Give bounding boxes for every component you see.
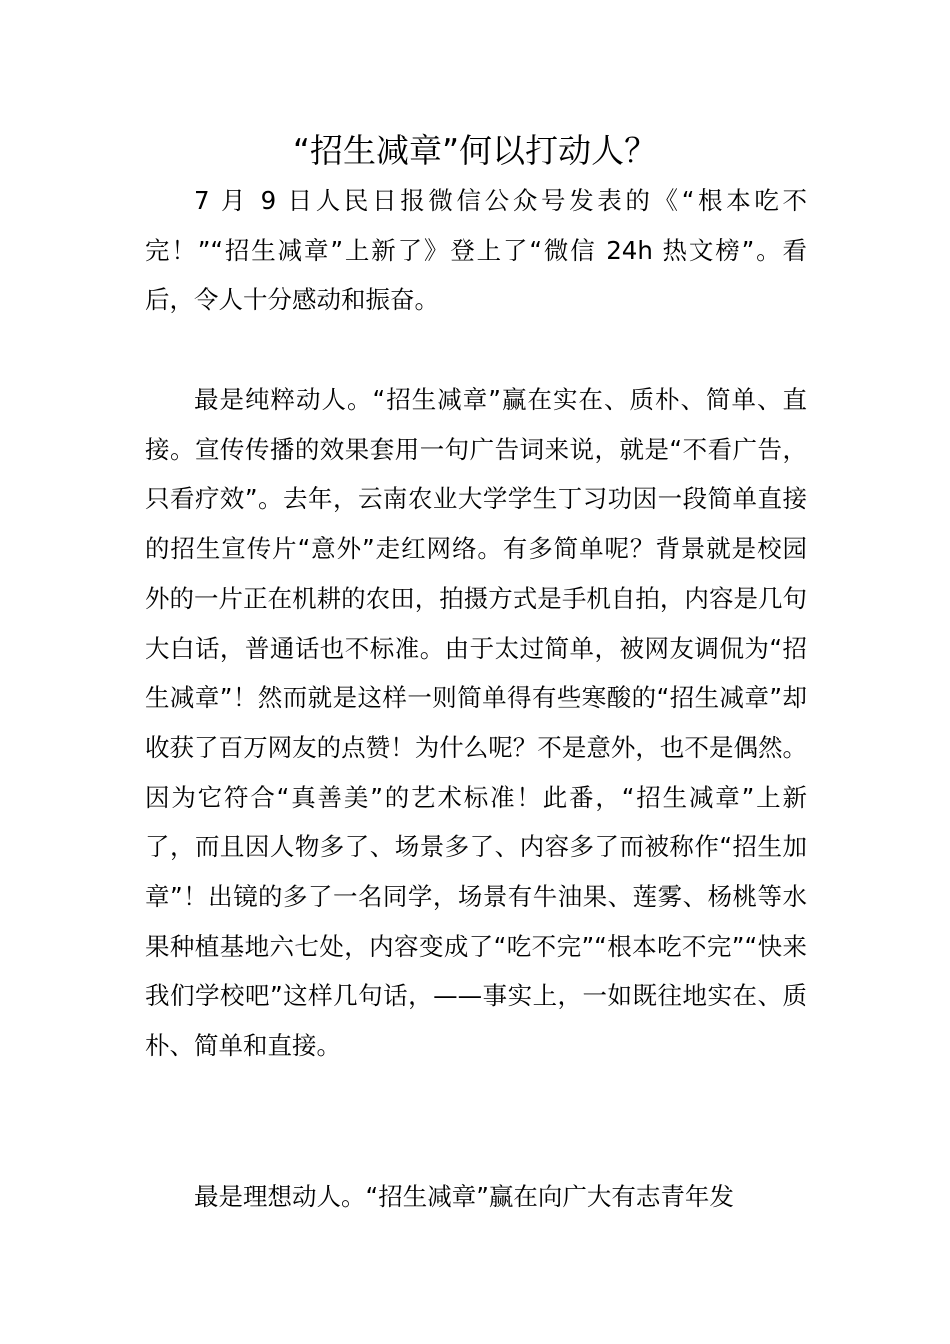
- paragraph-ideal: 最是理想动人。“招生减章”赢在向广大有志青年发: [194, 1182, 734, 1211]
- paragraph-purity: 最是纯粹动人。“招生减章”赢在实在、质朴、简单、直接。宣传传播的效果套用一句广告词来说，就是“不看广告，只看疗效”。去年，云南农业大学学生丁习功因一段简单直接的招生宣传片“意外”走红网络。有多简单呢？背景就是校园外的一片正在机耕的农田，拍摄方式是手机自拍，内容是几句大白话，普通话也不标准。由于太过简单，被网友调侃为“招生减章”！然而就是这样一则简单得有些寒酸的“招生减章”却收获了百万网友的点赞！为什么呢？不是意外，也不是偶然。因为它符合“真善美”的艺术标准！此番，“招生减章”上新了，而且因人物多了、场景多了、内容多了而被称作“招生加章”！出镜的多了一名同学，场景有牛油果、莲雾、杨桃等水果种植基地六七处，内容变成了“吃不完”“根本吃不完”“快来我们学校吧”这样几句话，——事实上，一如既往地实在、质朴、简单和直接。: [145, 385, 807, 1061]
- paragraph-intro: 7 月 9 日人民日报微信公众号发表的《“根本吃不完！”“招生减章”上新了》登上了“微信 24h 热文榜”。看后，令人十分感动和振奋。: [145, 186, 807, 315]
- document-title: “招生减章”何以打动人？: [292, 131, 658, 170]
